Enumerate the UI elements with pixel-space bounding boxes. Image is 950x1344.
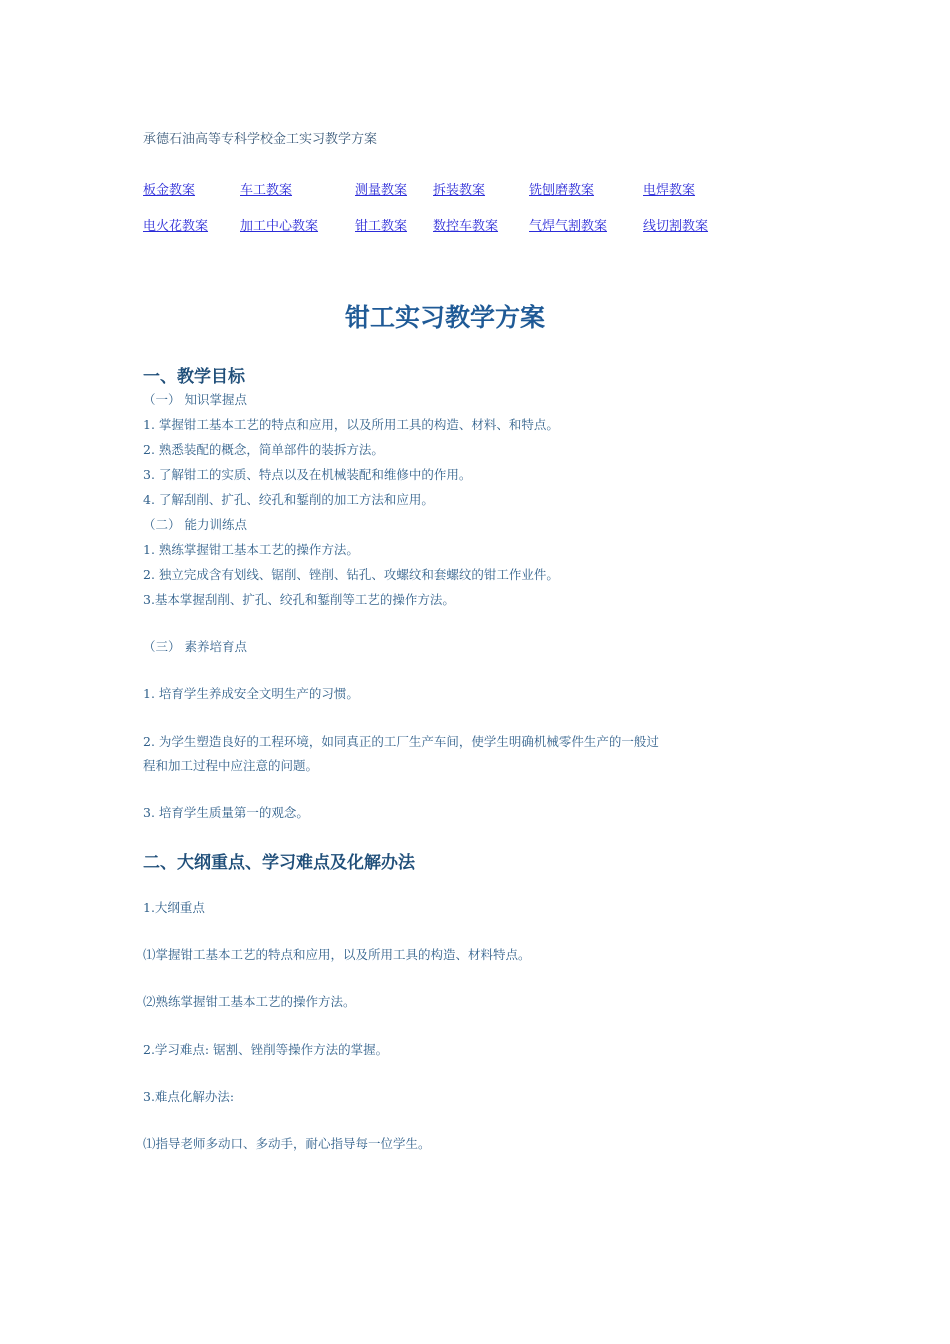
list-item: 3.难点化解办法: (143, 1089, 235, 1104)
nav-link-fitter[interactable]: 钳工教案 (355, 219, 408, 234)
list-item: 3.基本掌握刮削、扩孔、绞孔和錾削等工艺的操作方法。 (143, 592, 455, 607)
nav-link-milling[interactable]: 铣刨磨教案 (529, 183, 595, 198)
list-item: 1.大纲重点 (143, 900, 205, 915)
subheading-skills: （二） 能力训练点 (143, 517, 247, 532)
list-item: 1. 熟练掌握钳工基本工艺的操作方法。 (143, 542, 359, 557)
section-heading-teaching-goals: 一、教学目标 (143, 367, 245, 387)
nav-link-machining-center[interactable]: 加工中心教案 (240, 219, 319, 234)
school-title: 承德石油高等专科学校金工实习教学方案 (143, 132, 378, 147)
document-title: 钳工实习教学方案 (344, 303, 545, 332)
nav-link-measurement[interactable]: 测量教案 (355, 183, 408, 198)
list-item: 4. 了解刮削、扩孔、绞孔和錾削的加工方法和应用。 (143, 492, 434, 507)
list-item: 2. 为学生塑造良好的工程环境，如同真正的工厂生产车间，使学生明确机械零件生产的一般过 (143, 734, 659, 749)
list-item: ⑴指导老师多动口、多动手，耐心指导每一位学生。 (143, 1136, 431, 1151)
section-heading-key-points: 二、大纲重点、学习难点及化解办法 (143, 853, 415, 873)
list-item: 3. 培育学生质量第一的观念。 (143, 805, 309, 820)
list-item: 1. 掌握钳工基本工艺的特点和应用，以及所用工具的构造、材料、和特点。 (143, 417, 559, 432)
nav-link-sheet-metal[interactable]: 板金教案 (143, 183, 196, 198)
nav-link-gas-welding[interactable]: 气焊气割教案 (529, 219, 608, 234)
list-item: ⑴掌握钳工基本工艺的特点和应用，以及所用工具的构造、材料特点。 (143, 947, 531, 962)
nav-link-welding[interactable]: 电焊教案 (643, 183, 696, 198)
list-item: 2. 熟悉装配的概念，简单部件的装拆方法。 (143, 442, 384, 457)
nav-link-edm[interactable]: 电火花教案 (143, 219, 209, 234)
nav-link-lathe[interactable]: 车工教案 (240, 183, 293, 198)
subheading-knowledge: （一） 知识掌握点 (143, 392, 247, 407)
list-item: 2. 独立完成含有划线、锯削、锉削、钻孔、攻螺纹和套螺纹的钳工作业件。 (143, 567, 559, 582)
nav-link-cnc-lathe[interactable]: 数控车教案 (433, 219, 499, 234)
list-item: ⑵熟练掌握钳工基本工艺的操作方法。 (143, 994, 356, 1009)
list-item: 1. 培育学生养成安全文明生产的习惯。 (143, 686, 359, 701)
subheading-literacy: （三） 素养培育点 (143, 639, 247, 654)
list-item: 2.学习难点: 锯割、锉削等操作方法的掌握。 (143, 1042, 389, 1057)
list-item: 3. 了解钳工的实质、特点以及在机械装配和维修中的作用。 (143, 467, 472, 482)
list-item-continuation: 程和加工过程中应注意的问题。 (143, 758, 319, 773)
nav-link-wire-cutting[interactable]: 线切割教案 (643, 219, 709, 234)
nav-link-assembly[interactable]: 拆装教案 (433, 183, 486, 198)
